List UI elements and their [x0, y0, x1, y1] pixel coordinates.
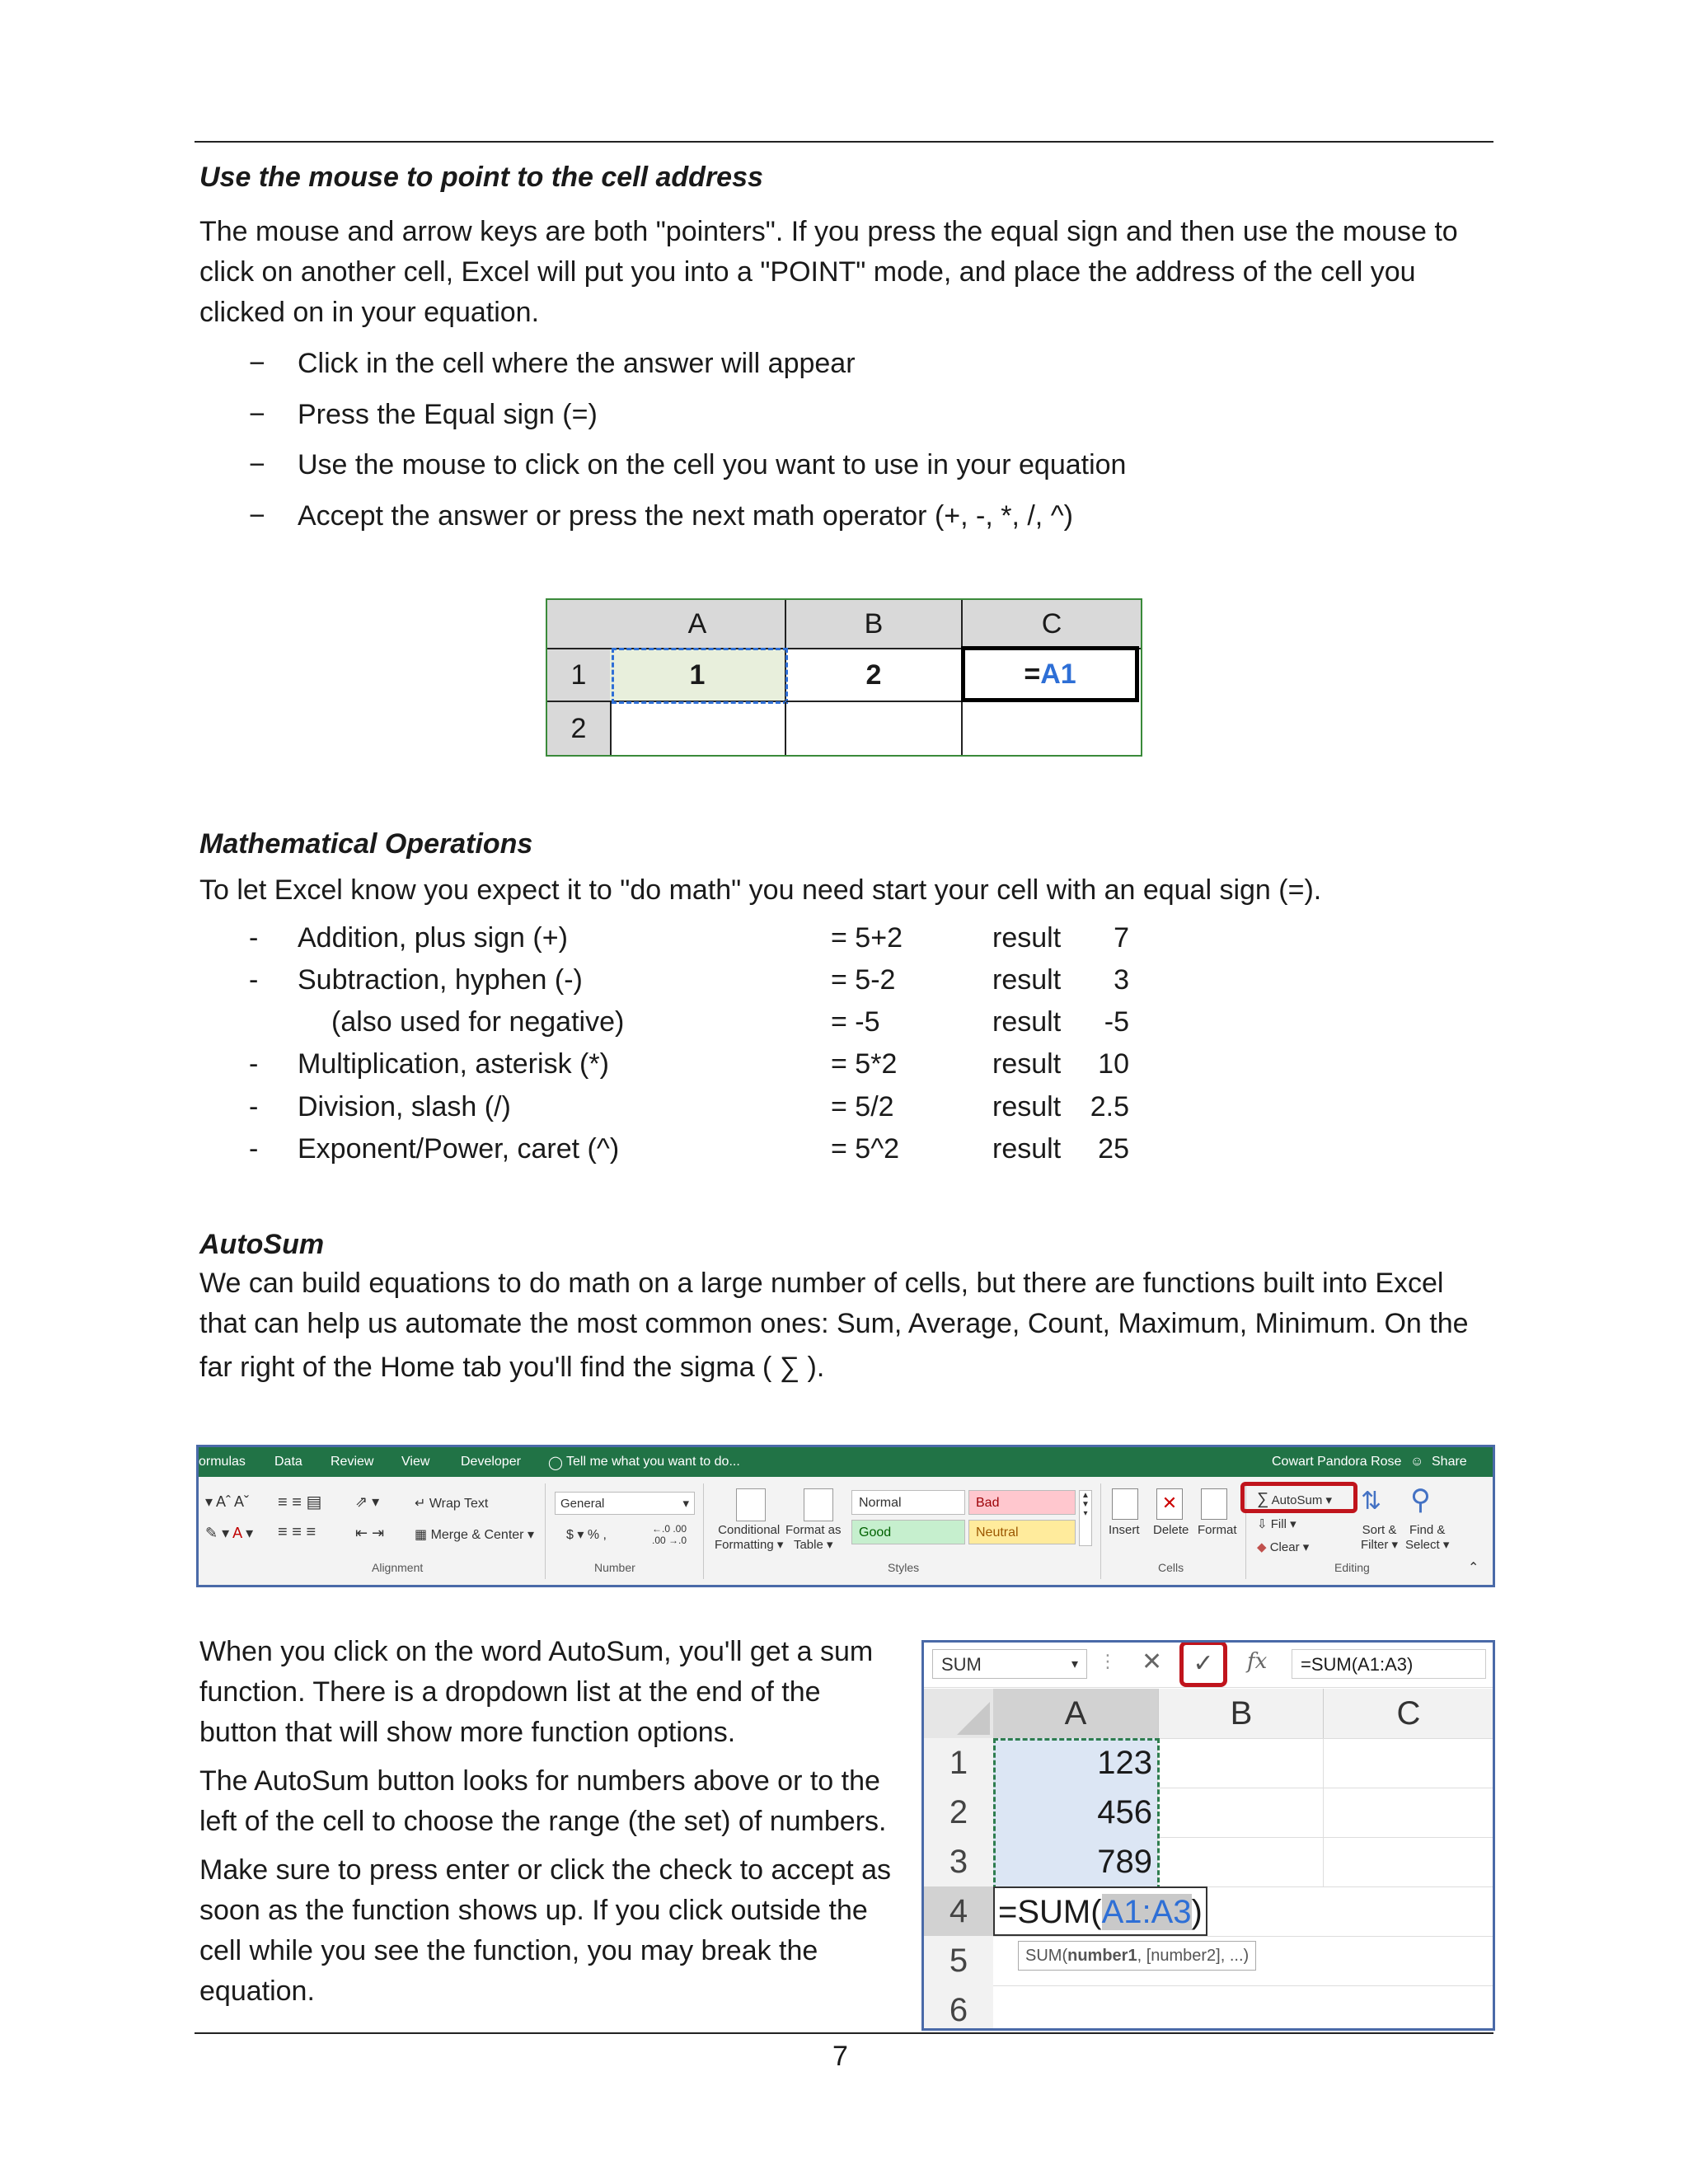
bullet-dash: -	[249, 964, 259, 996]
search-icon: ⚲	[1410, 1484, 1431, 1516]
cell-a1[interactable]: 123	[993, 1738, 1158, 1788]
sheet-row	[924, 1886, 1493, 1937]
function-tooltip[interactable]: SUM(number1, [number2], ...)	[1018, 1941, 1256, 1971]
fill-down-icon: ⇩	[1257, 1517, 1268, 1531]
tell-me-box[interactable]: Tell me what you want to do...	[566, 1455, 740, 1469]
op-result-word: result	[992, 922, 1062, 954]
paragraph-line: clicked on in your equation.	[199, 297, 540, 328]
column-header[interactable]: A	[993, 1689, 1158, 1738]
number-buttons[interactable]: $ ▾ % ,	[566, 1528, 607, 1542]
chevron-down-icon: ▾	[682, 1497, 689, 1511]
bullet-dash: −	[249, 449, 265, 480]
column-header[interactable]: B	[1158, 1689, 1324, 1738]
formula-input[interactable]: =SUM(A1:A3)	[1292, 1649, 1486, 1679]
bullet-dash: −	[249, 399, 265, 430]
group-separator	[545, 1483, 546, 1579]
column-header-row	[924, 1689, 1493, 1739]
paragraph-line: The mouse and arrow keys are both "pointers". If you press the equal sign and then use the mouse to	[199, 216, 1458, 247]
group-separator	[1100, 1483, 1101, 1579]
more-options-icon: ⋮	[1099, 1651, 1117, 1671]
cell-b1[interactable]	[1158, 1738, 1324, 1788]
wrap-text-button[interactable]: ↵ Wrap Text	[415, 1497, 489, 1511]
chevron-down-icon: ▾	[1071, 1657, 1078, 1671]
format-table-icon	[804, 1488, 833, 1521]
tab-view[interactable]: View	[401, 1455, 430, 1469]
bullet-dash: −	[249, 500, 265, 532]
paragraph-autosum-range	[199, 1761, 886, 1842]
group-label-styles: Styles	[888, 1561, 920, 1574]
row-header[interactable]: 3	[924, 1837, 993, 1886]
bullet-dash: -	[249, 922, 259, 954]
op-result-word: result	[992, 1133, 1062, 1165]
cell-a3[interactable]: 789	[993, 1837, 1158, 1886]
wrap-text-icon: ↵	[415, 1497, 429, 1511]
function-icon[interactable]: fx	[1247, 1649, 1268, 1674]
format-icon	[1201, 1488, 1227, 1520]
align-top-icon[interactable]: ≡ ≡ ▤	[278, 1493, 322, 1511]
section-heading-point: Use the mouse to point to the cell address	[199, 162, 763, 193]
merge-center-button[interactable]: ▦ Merge & Center ▾	[415, 1528, 534, 1542]
paragraph-line: that can help us automate the most common ones: Sum, Average, Count, Maximum, Minimum. On the	[199, 1308, 1469, 1339]
sheet-row	[924, 1985, 1493, 2031]
style-bad[interactable]: Bad	[968, 1490, 1076, 1515]
row-header[interactable]: 2	[924, 1788, 993, 1837]
op-formula: = 5^2	[831, 1133, 900, 1165]
sort-filter-icon: ⇅	[1361, 1488, 1382, 1515]
equal-sign: =	[1024, 658, 1041, 690]
tab-formulas[interactable]: ormulas	[199, 1455, 246, 1469]
paragraph-line: button that will show more function options.	[199, 1717, 736, 1748]
group-label-cells: Cells	[1158, 1561, 1184, 1574]
lightbulb-icon: ◯	[548, 1456, 563, 1470]
paragraph-math-intro: To let Excel know you expect it to "do math" you need start your cell with an equal sign (=).	[199, 874, 1322, 906]
fill-button[interactable]: ⇩ Fill ▾	[1257, 1517, 1296, 1531]
cell-b3[interactable]	[1158, 1837, 1324, 1886]
format-button[interactable]: Format	[1198, 1523, 1237, 1537]
conditional-formatting-button[interactable]: Conditional Formatting ▾	[715, 1523, 784, 1552]
grid-corner	[547, 600, 612, 649]
cell-b2[interactable]	[1158, 1788, 1324, 1837]
style-neutral[interactable]: Neutral	[968, 1520, 1076, 1544]
footer-rule	[195, 2032, 1493, 2034]
share-button[interactable]: Share	[1432, 1455, 1467, 1469]
ribbon-tab-bar	[199, 1447, 1493, 1477]
group-label-number: Number	[594, 1561, 635, 1574]
insert-icon	[1112, 1488, 1138, 1520]
paragraph-line: cell while you see the function, you may break the	[199, 1935, 818, 1966]
op-label: Multiplication, asterisk (*)	[298, 1048, 609, 1080]
number-format-select[interactable]: General ▾	[555, 1492, 695, 1515]
delete-button[interactable]: Delete	[1153, 1523, 1189, 1537]
column-header[interactable]: C	[1323, 1689, 1493, 1738]
find-select-button[interactable]: Find & Select ▾	[1405, 1523, 1450, 1552]
eraser-icon: ◆	[1257, 1540, 1267, 1554]
style-normal[interactable]: Normal	[851, 1490, 965, 1515]
conditional-formatting-icon	[736, 1488, 766, 1521]
paragraph-line: left of the cell to choose the range (the set) of numbers.	[199, 1806, 887, 1837]
orientation-icon[interactable]: ⇗ ▾	[355, 1493, 380, 1510]
font-color-button[interactable]: ✎ ▾ A ▾	[205, 1525, 254, 1541]
cell-a2[interactable]: 456	[993, 1788, 1158, 1837]
grid-cell-b1[interactable]: 2	[786, 649, 963, 702]
sort-filter-button[interactable]: Sort & Filter ▾	[1361, 1523, 1399, 1552]
list-item: Click in the cell where the answer will appear	[298, 348, 856, 379]
group-label-editing: Editing	[1334, 1561, 1370, 1574]
grid-cell-c2[interactable]	[963, 702, 1141, 755]
op-formula: = 5*2	[831, 1048, 898, 1080]
tab-developer[interactable]: Developer	[461, 1455, 521, 1469]
excel-ribbon	[196, 1445, 1495, 1587]
select-all-corner[interactable]	[924, 1689, 993, 1738]
bullet-dash: -	[249, 1133, 259, 1165]
section-heading-math: Mathematical Operations	[199, 828, 533, 860]
header-rule	[195, 141, 1493, 143]
cell-a4-editing[interactable]: =SUM(A1:A3)	[993, 1886, 1207, 1936]
tab-review[interactable]: Review	[331, 1455, 374, 1469]
op-result: -5	[1104, 1006, 1129, 1038]
style-good[interactable]: Good	[851, 1520, 965, 1544]
grid-cell-a1[interactable]: 1	[610, 649, 786, 702]
op-label: Division, slash (/)	[298, 1091, 511, 1122]
paragraph-line: When you click on the word AutoSum, you'll get a sum	[199, 1636, 874, 1667]
highlighted-range: A1:A3	[1101, 1894, 1192, 1930]
collapse-ribbon-icon[interactable]: ⌃	[1468, 1561, 1479, 1575]
point-marquee	[612, 648, 788, 704]
list-item: Use the mouse to click on the cell you want to use in your equation	[298, 449, 1127, 480]
row-header[interactable]: 1	[924, 1738, 993, 1788]
op-result-word: result	[992, 1091, 1062, 1122]
op-result: 25	[1098, 1133, 1129, 1165]
op-result-word: result	[992, 964, 1062, 996]
paragraph-line: The AutoSum button looks for numbers above or to the	[199, 1765, 880, 1797]
op-label: Addition, plus sign (+)	[298, 922, 568, 954]
paragraph-line: soon as the function shows up. If you click outside the	[199, 1895, 868, 1926]
list-item: Press the Equal sign (=)	[298, 399, 598, 430]
styles-scroll[interactable]: ▲ ▼ ▾	[1079, 1490, 1092, 1546]
paragraph-autosum	[199, 1263, 1469, 1388]
formula-bar	[924, 1643, 1493, 1688]
op-result: 10	[1098, 1048, 1129, 1080]
grid-row-header: 1	[547, 649, 612, 702]
paragraph-line: function. There is a dropdown list at the end of the	[199, 1676, 821, 1708]
bullet-dash: −	[249, 348, 265, 379]
op-result: 3	[1114, 964, 1129, 996]
grid-cell-c1-active[interactable]	[961, 646, 1139, 702]
row-header[interactable]: 6	[924, 1985, 993, 2031]
user-name: Cowart Pandora Rose	[1272, 1455, 1402, 1469]
sheet-row	[924, 1936, 1493, 1986]
op-result-word: result	[992, 1048, 1062, 1080]
paragraph-line: click on another cell, Excel will put you into a "POINT" mode, and place the address of the cell you	[199, 256, 1416, 288]
indent-icon[interactable]: ⇤ ⇥	[355, 1525, 385, 1541]
group-label-alignment: Alignment	[372, 1561, 424, 1574]
op-result-word: result	[992, 1006, 1062, 1038]
op-formula: = -5	[831, 1006, 880, 1038]
grid-cell-b2[interactable]	[786, 702, 963, 755]
paragraph-pointers	[199, 212, 1458, 333]
bullet-dash: -	[249, 1091, 259, 1122]
name-box[interactable]: SUM ▾	[932, 1649, 1087, 1679]
row-header[interactable]: 5	[924, 1936, 993, 1985]
range-marquee	[993, 1738, 1160, 1890]
op-result: 2.5	[1090, 1091, 1129, 1122]
decimal-buttons[interactable]: ←.0 .00 .00 →.0	[652, 1523, 687, 1546]
align-left-icon[interactable]: ≡ ≡ ≡	[278, 1523, 316, 1541]
paragraph-line: far right of the Home tab you'll find the sigma ( ∑ ).	[199, 1352, 825, 1383]
op-label: (also used for negative)	[331, 1006, 625, 1038]
format-as-table-button[interactable]: Format as Table ▾	[785, 1523, 842, 1552]
op-formula: = 5/2	[831, 1091, 894, 1122]
clear-button[interactable]: ◆ Clear ▾	[1257, 1540, 1310, 1554]
row-header[interactable]: 4	[924, 1886, 993, 1936]
sigma-icon: ∑	[1257, 1490, 1269, 1508]
paragraph-autosum-accept	[199, 1850, 891, 2012]
grid-col-header: A	[610, 600, 786, 649]
paragraph-line: We can build equations to do math on a large number of cells, but there are functions built into Excel	[199, 1268, 1444, 1299]
enter-check-icon[interactable]: ✓	[1179, 1641, 1227, 1687]
autosum-button[interactable]: ∑ AutoSum ▾	[1257, 1490, 1333, 1508]
group-separator	[703, 1483, 704, 1579]
op-formula: = 5-2	[831, 964, 896, 996]
grid-row-header: 2	[547, 702, 612, 755]
paragraph-autosum-click	[199, 1632, 873, 1753]
tab-data[interactable]: Data	[274, 1455, 302, 1469]
paragraph-line: equation.	[199, 1975, 315, 2007]
person-icon: ☺	[1410, 1455, 1424, 1469]
op-label: Subtraction, hyphen (-)	[298, 964, 583, 996]
insert-button[interactable]: Insert	[1109, 1523, 1140, 1537]
merge-icon: ▦	[415, 1528, 431, 1542]
paragraph-line: Make sure to press enter or click the check to accept as	[199, 1854, 892, 1886]
grid-cell-a2[interactable]	[610, 702, 786, 755]
op-result: 7	[1114, 922, 1129, 954]
cell-reference: A1	[1040, 658, 1076, 690]
grid-col-header: C	[963, 600, 1141, 649]
op-formula: = 5+2	[831, 922, 903, 954]
delete-icon: ✕	[1156, 1488, 1183, 1520]
list-item: Accept the answer or press the next math operator (+, -, *, /, ^)	[298, 500, 1073, 532]
section-heading-autosum: AutoSum	[199, 1229, 325, 1260]
grid-col-header: B	[786, 600, 963, 649]
font-size-arrows[interactable]: ▾ Aˆ Aˇ	[205, 1493, 250, 1510]
op-label: Exponent/Power, caret (^)	[298, 1133, 620, 1165]
excel-formula-screenshot	[921, 1640, 1495, 2031]
bullet-dash: -	[249, 1048, 259, 1080]
page-number: 7	[832, 2041, 848, 2072]
cancel-icon[interactable]: ✕	[1142, 1648, 1163, 1675]
